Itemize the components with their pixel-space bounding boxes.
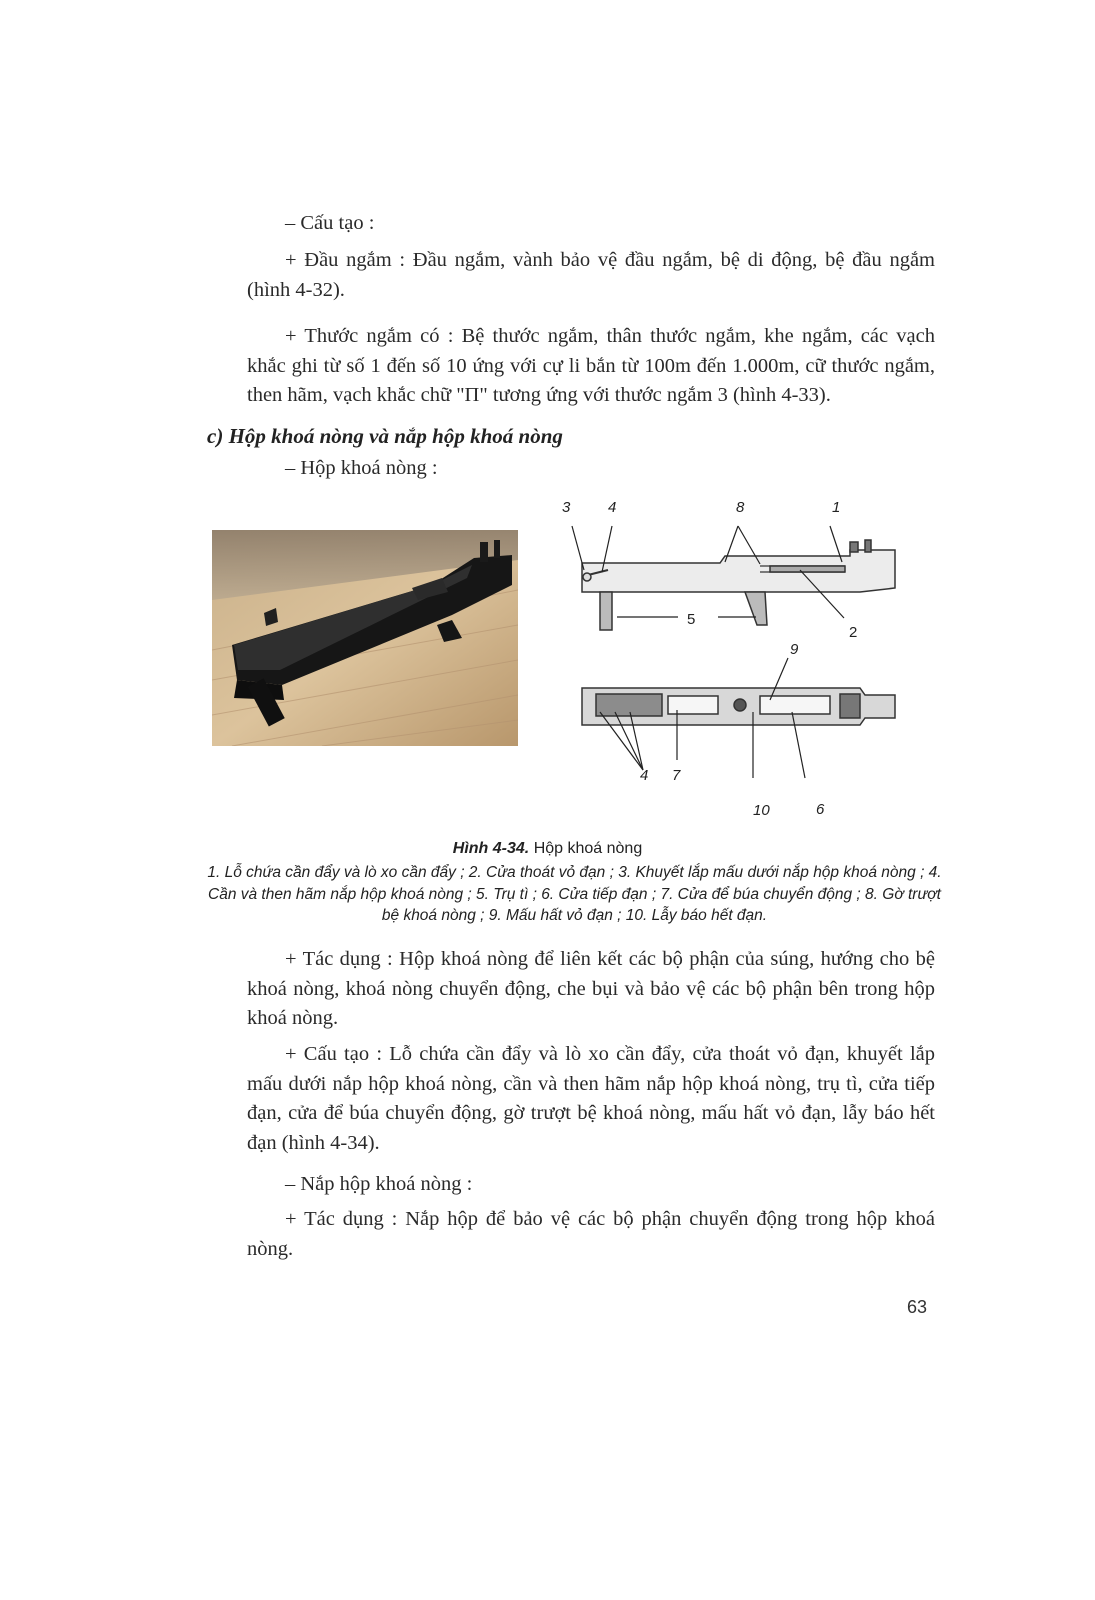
receiver-photo-illustration — [212, 530, 518, 746]
callout-2: 2 — [849, 624, 858, 641]
page-number: 63 — [907, 1297, 928, 1317]
callout-4-lower: 4 — [640, 767, 649, 784]
paragraph-cover-function: + Tác dụng : Nắp hộp để bảo vệ các bộ phận chuyển động trong hộp khoá nòng. — [247, 1208, 935, 1260]
callout-5: 5 — [687, 611, 696, 628]
callout-1: 1 — [832, 500, 841, 516]
receiver-top-view — [582, 688, 895, 725]
receiver-diagram — [560, 500, 905, 835]
callout-10: 10 — [753, 802, 770, 819]
paragraph-receiver-function: + Tác dụng : Hộp khoá nòng để liên kết các bộ phận của súng, hướng cho bệ khoá nòng, khoá nòng chuyển động, che bụi và bảo vệ các bộ phận bên trong hộp khoá nòng. — [247, 948, 935, 1029]
figure-title: Hộp khoá nòng — [533, 840, 643, 857]
paragraph-receiver-intro: – Hộp khoá nòng : — [285, 457, 438, 479]
paragraph-front-sight: + Đầu ngắm : Đầu ngắm, vành bảo vệ đầu ngắm, bệ di động, bệ đầu ngắm (hình 4-32). — [247, 249, 935, 301]
callout-9: 9 — [790, 641, 799, 658]
callout-4: 4 — [608, 500, 617, 516]
figure-legend: 1. Lỗ chứa cần đẩy và lò xo cần đẩy ; 2. Cửa thoát vỏ đạn ; 3. Khuyết lắp mấu dưới nắp hộp khoá nòng ; 4. Cần và then hãm nắp hộp khoá nòng ; 5. Trụ tì ; 6. Cửa tiếp đạn ; 7. Cửa để búa chuyển động ; 8. Gờ trượt bệ khoá nòng ; 9. Mấu hất vỏ đạn ; 10. Lẫy báo hết đạn. — [207, 864, 942, 924]
callout-8: 8 — [736, 500, 745, 516]
callout-6: 6 — [816, 801, 825, 818]
paragraph-structure-intro: – Cấu tạo : — [285, 212, 375, 234]
paragraph-cover-intro: – Nắp hộp khoá nòng : — [285, 1173, 473, 1195]
figure-label: Hình 4-34. — [452, 840, 530, 857]
section-heading: c) Hộp khoá nòng và nắp hộp khoá nòng — [207, 424, 563, 448]
figure-caption — [0, 840, 1095, 858]
callout-7: 7 — [672, 767, 681, 784]
callout-3: 3 — [562, 500, 571, 516]
receiver-diagram-drawing — [560, 500, 905, 835]
receiver-photo — [212, 530, 518, 746]
paragraph-rear-sight: + Thước ngắm có : Bệ thước ngắm, thân thước ngắm, khe ngắm, các vạch khắc ghi từ số 1 đến số 10 ứng với cự li bắn từ 100m đến 1.000m, cữ thước ngắm, then hãm, vạch khắc chữ "П" tương ứng với thước ngắm 3 (hình 4-33). — [247, 325, 935, 406]
paragraph-receiver-structure: + Cấu tạo : Lỗ chứa cần đẩy và lò xo cần đẩy, cửa thoát vỏ đạn, khuyết lắp mấu dưới nắp hộp khoá nòng, cần và then hãm nắp hộp khoá nòng, trụ tì, cửa tiếp đạn, cửa để búa chuyển động, gờ trượt bệ khoá nòng, mấu hất vỏ đạn, lẫy báo hết đạn (hình 4-34). — [247, 1043, 935, 1154]
